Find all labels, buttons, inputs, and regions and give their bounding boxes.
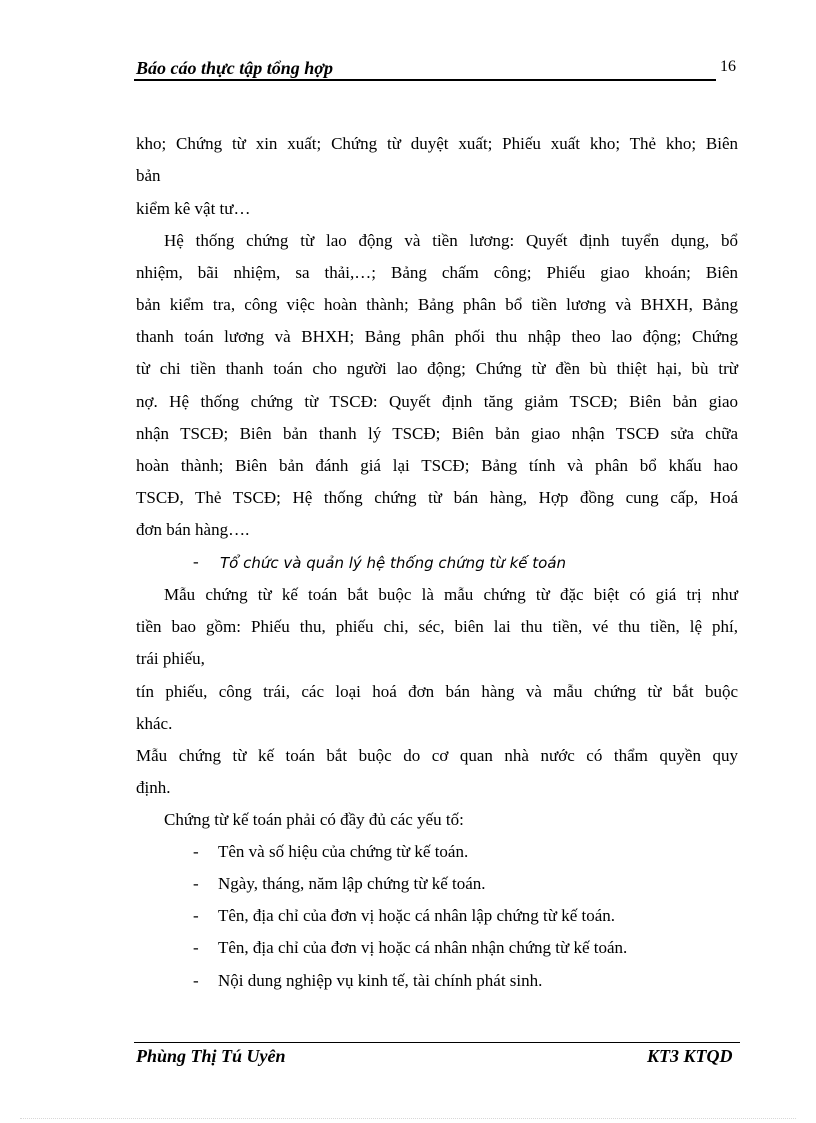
text-line: kiểm kê vật tư… [136, 199, 251, 218]
text-line: nợ. Hệ thống chứng từ TSCĐ: Quyết định tăng giảm TSCĐ; Biên bản giao [136, 392, 738, 411]
text-line: nhiệm, bãi nhiệm, sa thải,…; Bảng chấm công; Phiếu giao khoán; Biên [136, 263, 738, 282]
bullet-dash: - [193, 874, 199, 893]
text-line: bản kiểm tra, công việc hoàn thành; Bảng phân bổ tiền lương và BHXH, Bảng [136, 295, 738, 314]
heading-dash: - [193, 552, 199, 571]
text-line: tín phiếu, công trái, các loại hoá đơn bán hàng và mẫu chứng từ bắt buộc [136, 682, 738, 701]
text-line: Mẫu chứng từ kế toán bắt buộc là mẫu chứng từ đặc biệt có giá trị như [164, 585, 738, 604]
text-line: khác. [136, 714, 173, 733]
list-item-text: Ngày, tháng, năm lập chứng từ kế toán. [218, 874, 486, 893]
header-rule [134, 79, 716, 81]
text-line: trái phiếu, [136, 649, 205, 668]
text-line: bản [136, 166, 161, 185]
text-line: từ chi tiền thanh toán cho người lao động; Chứng từ đền bù thiệt hại, bù trừ [136, 359, 738, 378]
footer-author: Phùng Thị Tú Uyên [136, 1046, 286, 1066]
text-line: Mẫu chứng từ kế toán bắt buộc do cơ quan nhà nước có thẩm quyền quy [136, 746, 738, 765]
section-heading: Tổ chức và quản lý hệ thống chứng từ kế toán [220, 554, 567, 572]
bullet-dash: - [193, 938, 199, 957]
footer-class: KT3 KTQD [647, 1046, 733, 1066]
text-line: hoàn thành; Biên bản đánh giá lại TSCĐ; Bảng tính và phân bổ khấu hao [136, 456, 738, 475]
bullet-dash: - [193, 906, 199, 925]
text-line: Chứng từ kế toán phải có đầy đủ các yếu tố: [164, 810, 464, 829]
text-line: thanh toán lương và BHXH; Bảng phân phối thu nhập theo lao động; Chứng [136, 327, 738, 346]
text-line: tiền bao gồm: Phiếu thu, phiếu chi, séc, biên lai thu tiền, vé thu tiền, lệ phí, [136, 617, 738, 636]
text-line: kho; Chứng từ xin xuất; Chứng từ duyệt xuất; Phiếu xuất kho; Thẻ kho; Biên [136, 134, 738, 153]
list-item-text: Nội dung nghiệp vụ kinh tế, tài chính phát sinh. [218, 971, 543, 990]
bullet-dash: - [193, 971, 199, 990]
text-line: nhận TSCĐ; Biên bản thanh lý TSCĐ; Biên bản giao nhận TSCĐ sửa chữa [136, 424, 738, 443]
text-line: Hệ thống chứng từ lao động và tiền lương: Quyết định tuyển dụng, bổ [164, 231, 738, 250]
text-line: đơn bán hàng…. [136, 520, 250, 539]
list-item-text: Tên, địa chỉ của đơn vị hoặc cá nhân nhận chứng từ kế toán. [218, 938, 628, 957]
text-line: TSCĐ, Thẻ TSCĐ; Hệ thống chứng từ bán hàng, Hợp đồng cung cấp, Hoá [136, 488, 738, 507]
text-line: định. [136, 778, 171, 797]
page-number: 16 [720, 58, 736, 75]
header-title: Báo cáo thực tập tổng hợp [136, 58, 333, 78]
list-item-text: Tên và số hiệu của chứng từ kế toán. [218, 842, 469, 861]
footer-rule [134, 1042, 740, 1043]
bullet-dash: - [193, 842, 199, 861]
list-item-text: Tên, địa chỉ của đơn vị hoặc cá nhân lập chứng từ kế toán. [218, 906, 616, 925]
page-edge-dots [20, 1118, 796, 1119]
